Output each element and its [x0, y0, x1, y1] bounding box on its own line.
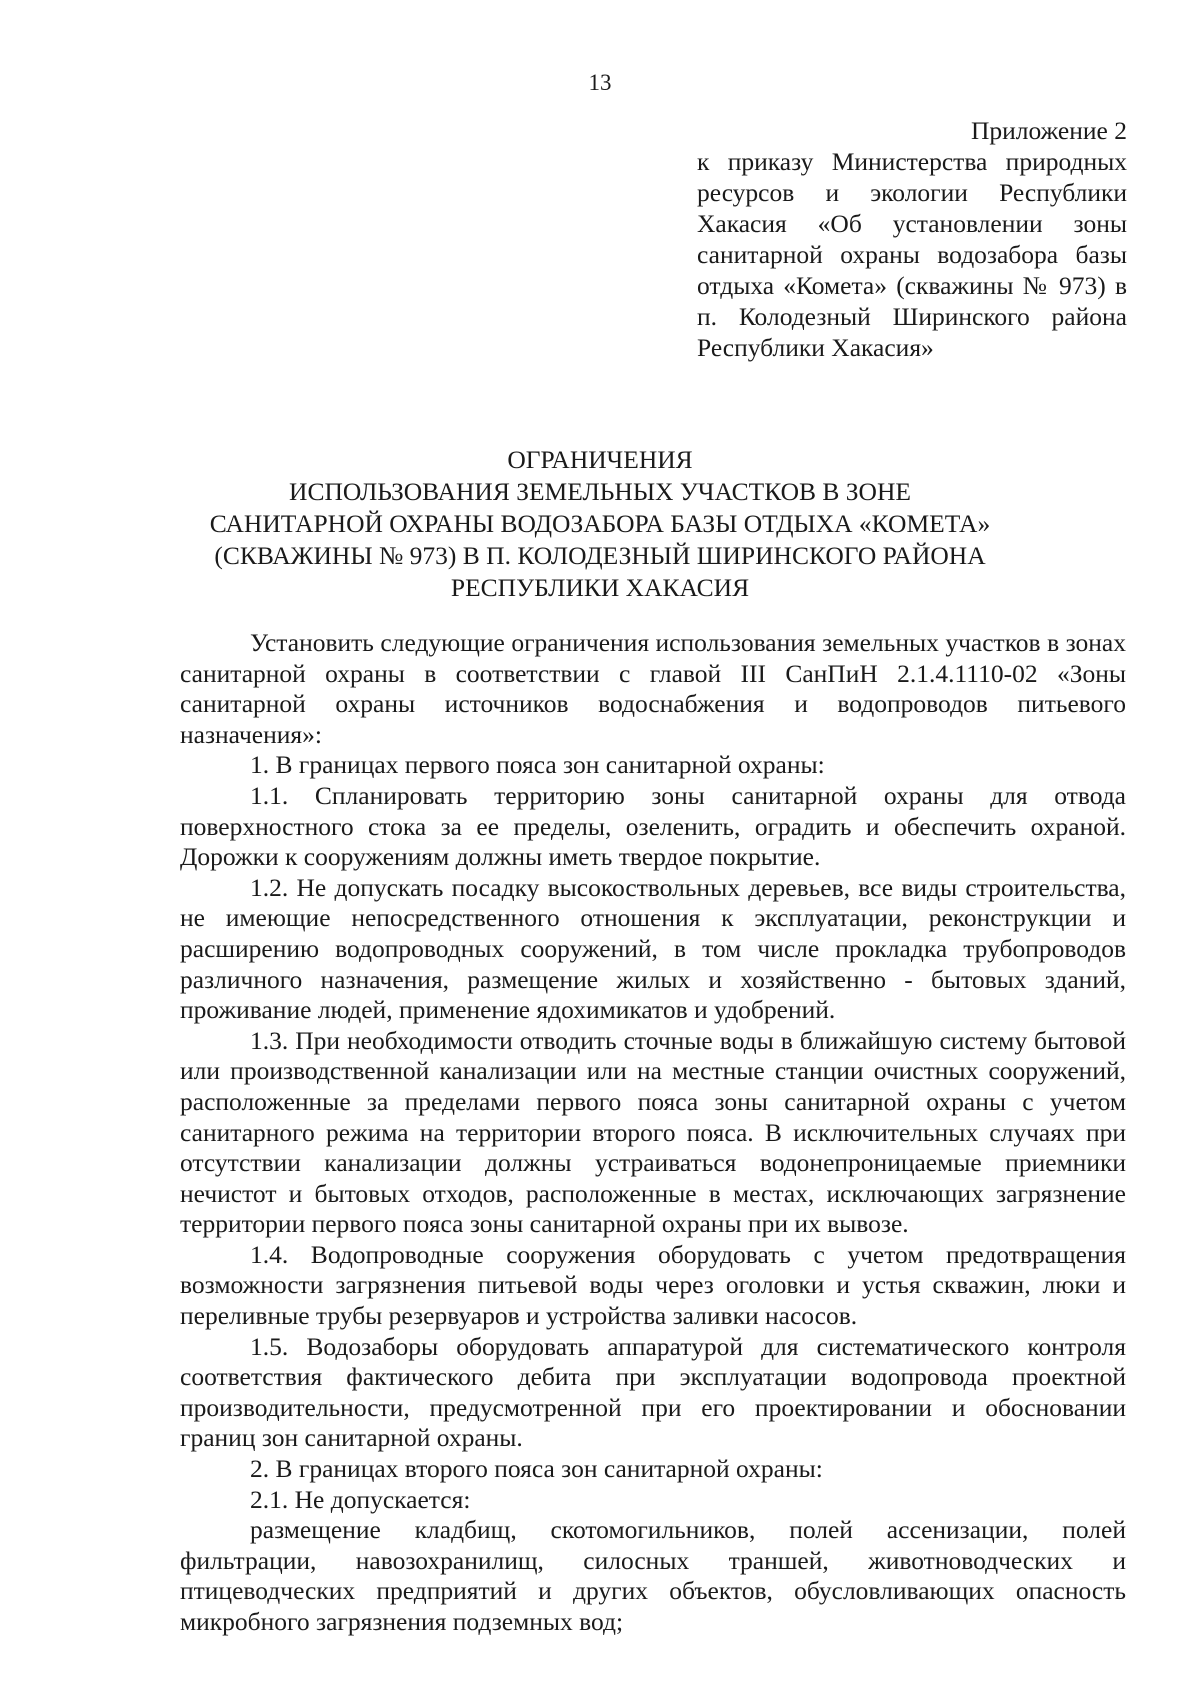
clause-1-2: 1.2. Не допускать посадку высокоствольных деревьев, все виды строительства, не имеющие непосредственного отношения к эксплуатации, реконструкции и расширению водопроводных сооружений, в том числе прокладка трубопроводов различного назначения, размещение жилых и хозяйственно - бытовых зданий, проживание людей, применение ядохимикатов и удобрений. [180, 872, 1126, 1025]
document-title [180, 444, 1020, 604]
clause-1-5: 1.5. Водозаборы оборудовать аппаратурой для систематического контроля соответствия фактического дебита при эксплуатации водопровода проектной производительности, предусмотренной при его проектировании и обосновании границ зон санитарной охраны. [180, 1331, 1126, 1453]
title-line: ИСПОЛЬЗОВАНИЯ ЗЕМЕЛЬНЫХ УЧАСТКОВ В ЗОНЕ [289, 477, 911, 506]
annex-block [697, 115, 1127, 363]
annex-title: Приложение 2 [971, 116, 1127, 145]
clause-2-1-item: размещение кладбищ, скотомогильников, полей ассенизации, полей фильтрации, навозохранилищ, силосных траншей, животноводческих и птицеводческих предприятий и других объектов, обусловливающих опасность микробного загрязнения подземных вод; [180, 1515, 1126, 1636]
clause-1-4: 1.4. Водопроводные сооружения оборудовать с учетом предотвращения возможности загрязнения питьевой воды через оголовки и устья скважин, люки и переливные трубы резервуаров и устройства заливки насосов. [180, 1239, 1126, 1331]
section-1-heading: 1. В границах первого пояса зон санитарной охраны: [250, 750, 825, 780]
document-body [180, 628, 1126, 1638]
page-number: 13 [588, 70, 612, 95]
clause-1-1: 1.1. Спланировать территорию зоны санитарной охраны для отвода поверхностного стока за ее пределы, озеленить, оградить и обеспечить охраной. Дорожки к сооружениям должны иметь твердое покрытие. [180, 780, 1126, 872]
section-2-heading: 2. В границах второго пояса зон санитарной охраны: [250, 1454, 823, 1484]
title-line: САНИТАРНОЙ ОХРАНЫ ВОДОЗАБОРА БАЗЫ ОТДЫХА «КОМЕТА» [209, 509, 991, 538]
annex-reference: к приказу Министерства природных ресурсов и экологии Республики Хакасия «Об установлении зоны санитарной охраны водозабора базы отдыха «Комета» (скважины № 973) в п. Колодезный Ширинского района Республики Хакасия» [697, 147, 1127, 362]
title-line: ОГРАНИЧЕНИЯ [507, 445, 693, 474]
title-line: (СКВАЖИНЫ № 973) В П. КОЛОДЕЗНЫЙ ШИРИНСКОГО РАЙОНА [214, 541, 986, 570]
clause-2-1: 2.1. Не допускается: [250, 1484, 471, 1514]
clause-1-3: 1.3. При необходимости отводить сточные воды в ближайшую систему бытовой или производственной канализации или на местные станции очистных сооружений, расположенные за пределами первого пояса зоны санитарной охраны с учетом санитарного режима на территории второго пояса. В исключительных случаях при отсутствии канализации должны устраиваться водонепроницаемые приемники нечистот и бытовых отходов, расположенные в местах, исключающих загрязнение территории первого пояса зоны санитарной охраны при их вывозе. [180, 1025, 1126, 1239]
intro-paragraph: Установить следующие ограничения использования земельных участков в зонах санитарной охраны в соответствии с главой III СанПиН 2.1.4.1110-02 «Зоны санитарной охраны источников водоснабжения и водопроводов питьевого назначения»: [180, 628, 1126, 749]
title-line: РЕСПУБЛИКИ ХАКАСИЯ [450, 573, 750, 602]
